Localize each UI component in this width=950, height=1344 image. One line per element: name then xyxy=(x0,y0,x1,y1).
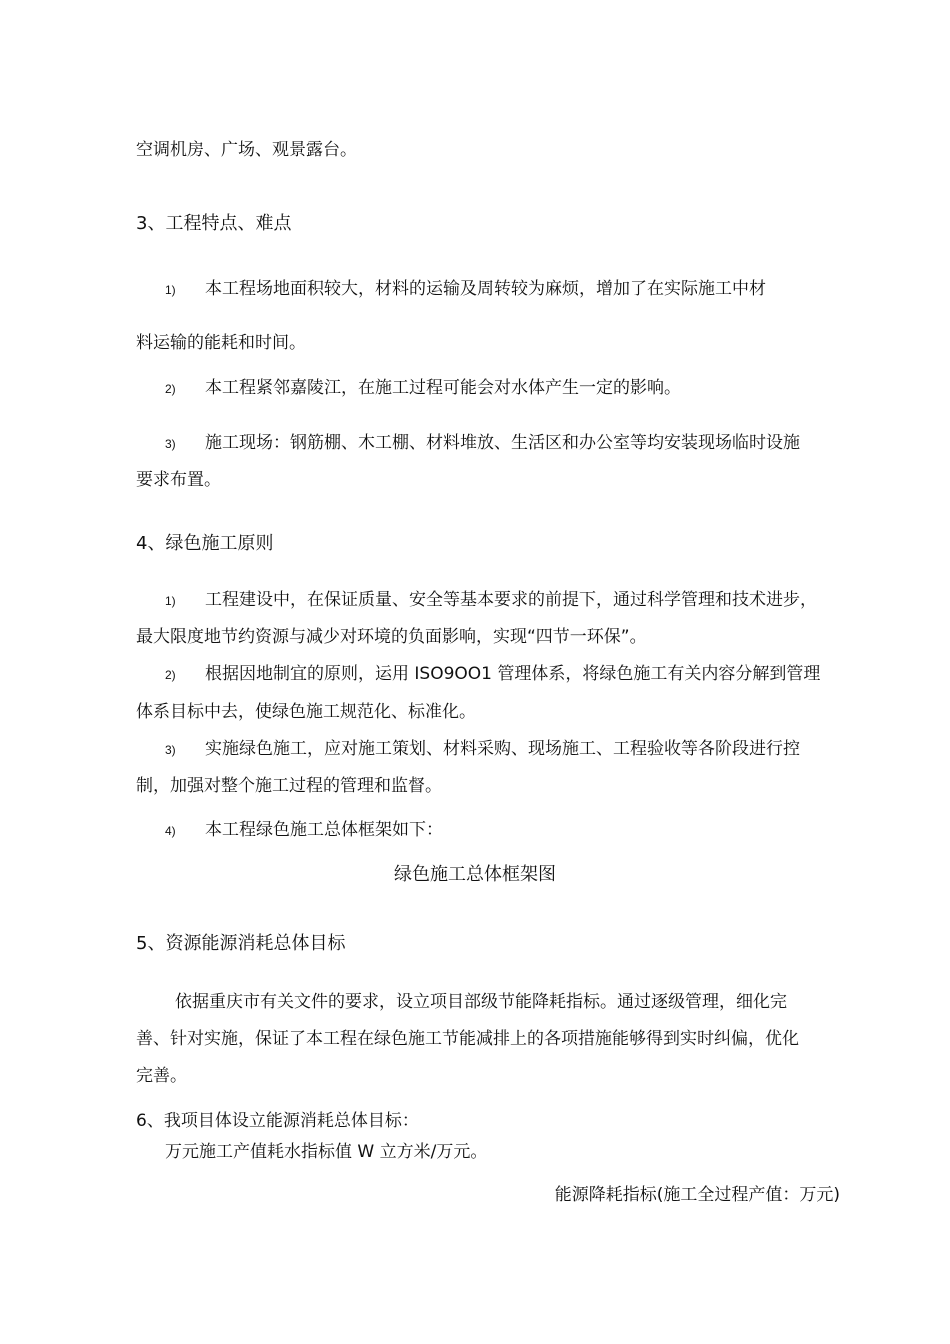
s3-item-1-cont: 料运输的能耗和时间。 xyxy=(136,333,306,353)
item-number: 4) xyxy=(165,824,176,838)
item-number: 3) xyxy=(165,437,176,451)
s4-item-1-cont: 最大限度地节约资源与减少对环境的负面影响，实现“四节一环保”。 xyxy=(136,627,647,647)
section-6-title: 6、我项目体设立能源消耗总体目标： xyxy=(136,1111,419,1131)
item-number: 3) xyxy=(165,743,176,757)
item-text: 本工程紧邻嘉陵江，在施工过程可能会对水体产生一定的影响。 xyxy=(205,378,681,398)
section-5-title: 5、资源能源消耗总体目标 xyxy=(136,933,346,954)
s4-item-2-cont: 体系目标中去，使绿色施工规范化、标准化。 xyxy=(136,702,476,722)
s3-item-3-cont: 要求布置。 xyxy=(136,470,221,490)
s3-item-2 xyxy=(165,376,875,401)
s6-line-2: 能源降耗指标(施工全过程产值：万元) xyxy=(554,1185,840,1205)
item-text: 根据因地制宜的原则，运用 ISO9OO1 管理体系，将绿色施工有关内容分解到管理 xyxy=(205,664,821,684)
s4-item-1 xyxy=(165,588,875,613)
s5-paragraph-line-2: 善、针对实施，保证了本工程在绿色施工节能减排上的各项措施能够得到实时纠偏，优化 xyxy=(136,1029,799,1049)
item-text: 本工程绿色施工总体框架如下： xyxy=(205,820,443,840)
item-number: 2) xyxy=(165,668,176,682)
s4-item-3-cont: 制，加强对整个施工过程的管理和监督。 xyxy=(136,776,442,796)
s4-item-4 xyxy=(165,818,875,843)
section-4-title: 4、绿色施工原则 xyxy=(136,533,274,554)
s4-item-2 xyxy=(165,662,875,687)
figure-caption: 绿色施工总体框架图 xyxy=(394,864,556,885)
item-number: 2) xyxy=(165,382,176,396)
item-text: 施工现场：钢筋棚、木工棚、材料堆放、生活区和办公室等均安装现场临时设施 xyxy=(205,433,800,453)
intro-line: 空调机房、广场、观景露台。 xyxy=(136,140,357,160)
s5-paragraph-line-1: 依据重庆市有关文件的要求，设立项目部级节能降耗指标。通过逐级管理，细化完 xyxy=(175,992,787,1012)
item-number: 1) xyxy=(165,594,176,608)
s3-item-1 xyxy=(165,277,875,302)
s4-item-3 xyxy=(165,737,875,762)
item-number: 1) xyxy=(165,283,176,297)
section-3-title: 3、工程特点、难点 xyxy=(136,213,292,234)
item-text: 实施绿色施工，应对施工策划、材料采购、现场施工、工程验收等各阶段进行控 xyxy=(205,739,800,759)
item-text: 本工程场地面积较大，材料的运输及周转较为麻烦，增加了在实际施工中材 xyxy=(205,279,766,299)
s6-line-1: 万元施工产值耗水指标值 W 立方米/万元。 xyxy=(165,1142,488,1162)
s5-paragraph-line-3: 完善。 xyxy=(136,1066,187,1086)
item-text: 工程建设中，在保证质量、安全等基本要求的前提下，通过科学管理和技术进步， xyxy=(205,590,817,610)
s3-item-3 xyxy=(165,431,875,456)
